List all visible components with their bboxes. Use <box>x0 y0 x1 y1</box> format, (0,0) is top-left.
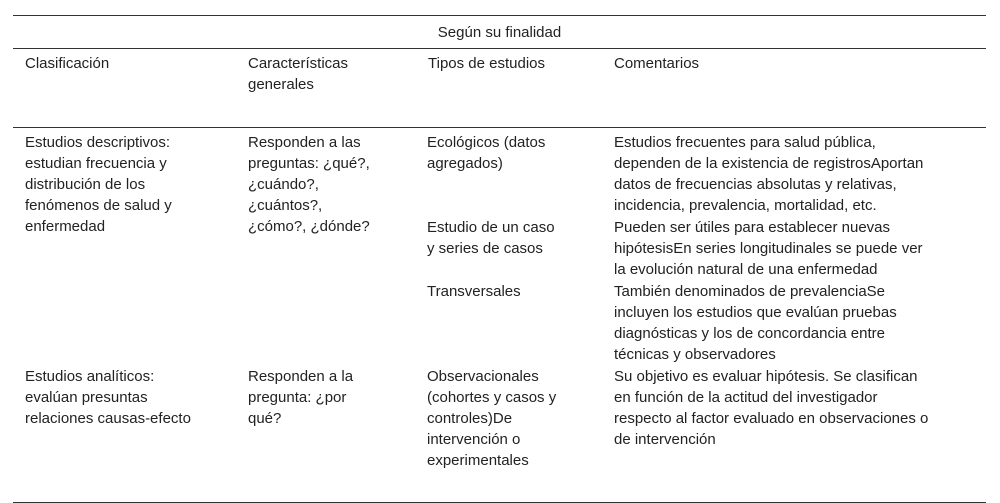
cell-line: Estudios descriptivos: <box>25 134 171 151</box>
cell-line: ¿cómo?, ¿dónde? <box>248 218 370 235</box>
cell-line: Responden a la <box>248 368 354 385</box>
cell-line: Estudios frecuentes para salud pública, <box>614 134 876 151</box>
cell-line: dependen de la existencia de registrosAportan <box>614 155 924 172</box>
cell-line: qué? <box>248 410 282 427</box>
cell-caracteristicas <box>236 132 416 365</box>
cell-line: evalúan presuntas <box>25 389 148 406</box>
header-caracteristicas <box>236 53 416 127</box>
cell-clasificacion <box>13 366 236 471</box>
table-row-group <box>13 366 986 471</box>
cell-line: Transversales <box>427 283 521 300</box>
cell-line: enfermedad <box>25 218 106 235</box>
cell-tipo <box>416 217 603 280</box>
cell-caracteristicas <box>236 366 416 471</box>
cell-line: Responden a las <box>248 134 361 151</box>
table-caption: Según su finalidad <box>437 24 562 41</box>
cell-line: ¿cuántos?, <box>248 197 323 214</box>
cell-line: preguntas: ¿qué?, <box>248 155 370 172</box>
cell-line: Estudios analíticos: <box>25 368 155 385</box>
cell-line: Ecológicos (datos <box>427 134 546 151</box>
cell-line: incluyen los estudios que evalúan pruebas <box>614 304 897 321</box>
cell-line: Pueden ser útiles para establecer nuevas <box>614 219 891 236</box>
cell-line: (cohortes y casos y <box>427 389 557 406</box>
study-type-rows <box>416 132 986 365</box>
table-row-group <box>13 132 986 365</box>
cell-comentario <box>603 132 986 216</box>
cell-clasificacion <box>13 132 236 365</box>
header-row <box>13 49 986 127</box>
header-clasificacion: Clasificación <box>25 55 110 72</box>
cell-line: respecto al factor evaluado en observaciones o <box>614 410 929 427</box>
table-body <box>13 128 986 502</box>
cell-line: Su objetivo es evaluar hipótesis. Se clasifican <box>614 368 918 385</box>
cell-line: intervención o <box>427 431 521 448</box>
cell-line: agregados) <box>427 155 503 172</box>
cell-line: diagnósticas y los de concordancia entre <box>614 325 885 342</box>
table-row <box>416 366 986 471</box>
cell-line: ¿cuándo?, <box>248 176 319 193</box>
cell-line: la evolución natural de una enfermedad <box>614 261 878 278</box>
cell-comentario <box>603 366 986 471</box>
cell-line: Observacionales <box>427 368 539 385</box>
cell-line: técnicas y observadores <box>614 346 776 363</box>
cell-line: Estudio de un caso <box>427 219 555 236</box>
cell-line: y series de casos <box>427 240 543 257</box>
cell-line: datos de frecuencias absolutas y relativas, <box>614 176 897 193</box>
cell-line: hipótesisEn series longitudinales se puede ver <box>614 240 923 257</box>
cell-line: También denominados de prevalenciaSe <box>614 283 886 300</box>
cell-tipo <box>416 366 603 471</box>
cell-line: pregunta: ¿por <box>248 389 347 406</box>
cell-line: distribución de los <box>25 176 146 193</box>
cell-line: estudian frecuencia y <box>25 155 167 172</box>
cell-line: de intervención <box>614 431 716 448</box>
cell-tipo <box>416 281 603 365</box>
cell-line: fenómenos de salud y <box>25 197 172 214</box>
header-tipos: Tipos de estudios <box>428 55 546 72</box>
cell-line: incidencia, prevalencia, mortalidad, etc. <box>614 197 877 214</box>
table-row <box>416 217 986 280</box>
cell-line: experimentales <box>427 452 529 469</box>
table-row <box>416 281 986 365</box>
table-row <box>416 132 986 216</box>
cell-tipo <box>416 132 603 216</box>
header-caracteristicas-line2: generales <box>248 76 314 93</box>
header-comentarios: Comentarios <box>614 55 700 72</box>
study-classification-table <box>13 15 986 503</box>
cell-line: controles)De <box>427 410 513 427</box>
cell-line: en función de la actitud del investigador <box>614 389 878 406</box>
study-type-rows <box>416 366 986 471</box>
header-caracteristicas-line1: Características <box>248 55 349 72</box>
cell-comentario <box>603 217 986 280</box>
cell-comentario <box>603 281 986 365</box>
cell-line: relaciones causas-efecto <box>25 410 191 427</box>
